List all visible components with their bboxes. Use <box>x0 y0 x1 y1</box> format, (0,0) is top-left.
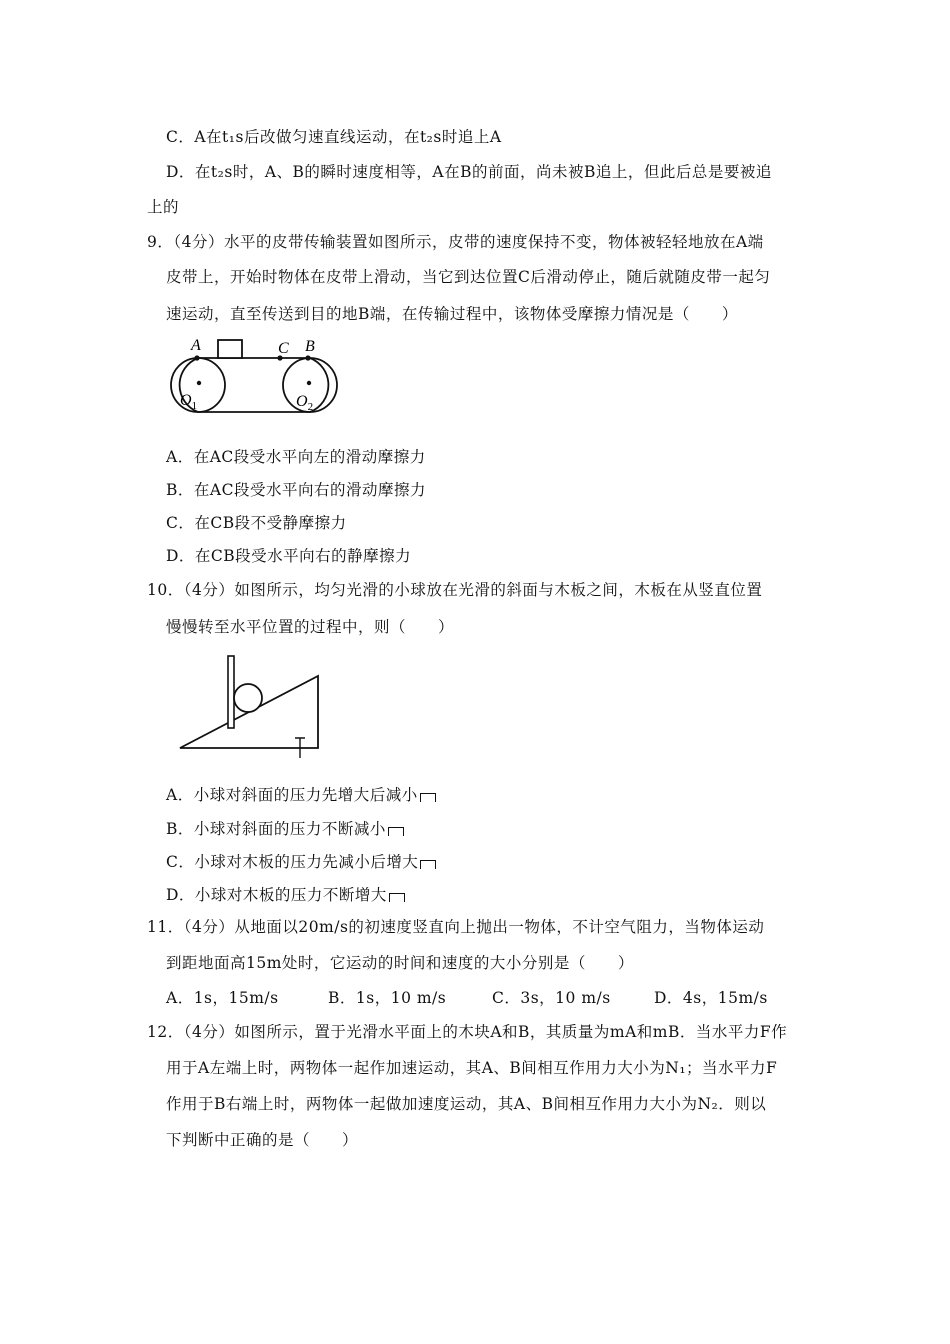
q9-option-b: B．在AC段受水平向右的滑动摩擦力 <box>166 481 426 499</box>
q10-option-d: D．小球对木板的压力不断增大 <box>166 885 405 905</box>
label-b: B <box>305 338 315 355</box>
ball <box>234 684 262 712</box>
label-a: A <box>191 337 201 354</box>
q9-option-d: D．在CB段受水平向右的静摩擦力 <box>166 547 412 565</box>
label-o1: $O_1$ <box>180 392 198 412</box>
q11-stem-line1: 11．（4分）从地面以20m/s的初速度竖直向上抛出一物体，不计空气阻力，当物体运动 <box>147 918 765 936</box>
q11-option-a: A．1s，15m/s <box>166 989 279 1007</box>
q10-option-a: A．小球对斜面的压力先增大后减小 <box>166 785 436 805</box>
q8-option-d-line2: 上的 <box>147 198 180 216</box>
q12-stem-line4: 下判断中正确的是（ ） <box>166 1131 359 1149</box>
q9-stem-line1: 9．（4分）水平的皮带传输装置如图所示，皮带的速度保持不变，物体被轻轻地放在A端 <box>147 233 764 251</box>
q9-option-a: A．在AC段受水平向左的滑动摩擦力 <box>166 448 426 466</box>
object-block <box>218 340 242 358</box>
q12-stem-line2: 用于A左端上时，两物体一起作加速运动，其A、B间相互作用力大小为N₁；当水平力F <box>166 1059 778 1077</box>
label-o2: $O_2$ <box>296 393 314 413</box>
q8-option-c: C．A在t₁s后改做匀速直线运动，在t₂s时追上A <box>166 128 502 146</box>
q11-stem-line2: 到距地面高15m处时，它运动的时间和速度的大小分别是（ ） <box>166 954 634 972</box>
q10-stem-line1: 10．（4分）如图所示，均匀光滑的小球放在光滑的斜面与木板之间，木板在从竖直位置 <box>147 581 763 599</box>
label-c: C <box>278 340 289 357</box>
q9-stem-line2: 皮带上，开始时物体在皮带上滑动，当它到达位置C后滑动停止，随后就随皮带一起匀 <box>166 268 771 286</box>
q10-option-c: C．小球对木板的压力先减小后增大 <box>166 852 436 872</box>
q10-stem-line2: 慢慢转至水平位置的过程中，则（ ） <box>166 618 455 636</box>
q8-option-d-line1: D．在t₂s时，A、B的瞬时速度相等，A在B的前面，尚未被B追上，但此后总是要被追 <box>166 163 772 181</box>
q12-stem-line3: 作用于B右端上时，两物体一起做加速度运动，其A、B间相互作用力大小为N₂．则以 <box>166 1095 767 1113</box>
incline-ball-board-figure <box>170 650 330 765</box>
q9-option-c: C．在CB段不受静摩擦力 <box>166 514 347 532</box>
q12-stem-line1: 12．（4分）如图所示，置于光滑水平面上的木块A和B，其质量为mA和mB．当水平力F作 <box>147 1023 788 1041</box>
q9-stem-line3: 速运动，直至传送到目的地B端，在传输过程中，该物体受摩擦力情况是（ ） <box>166 305 738 323</box>
q11-option-b: B．1s，10 m/s <box>328 989 447 1007</box>
wooden-board <box>228 656 234 728</box>
q11-option-d: D．4s，15m/s <box>654 989 768 1007</box>
q11-option-c: C．3s，10 m/s <box>492 989 611 1007</box>
conveyor-belt-figure <box>160 334 350 420</box>
q10-option-b: B．小球对斜面的压力不断减小 <box>166 819 404 839</box>
